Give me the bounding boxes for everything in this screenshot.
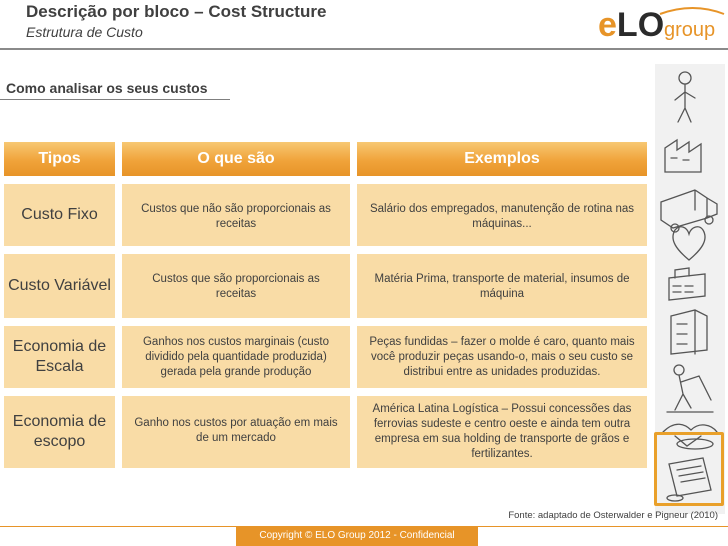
header-tipos: Tipos xyxy=(4,142,115,176)
footer-copyright: Copyright © ELO Group 2012 - Confidencial xyxy=(259,530,455,541)
logo-group: group xyxy=(664,19,716,41)
row-custo-variavel-tipo: Custo Variável xyxy=(4,254,115,318)
source-note: Fonte: adaptado de Osterwalder e Pigneur (2010) xyxy=(508,510,718,521)
row-economia-escala-tipo: Economia de Escala xyxy=(4,326,115,388)
row-economia-escala-descricao: Ganhos nos custos marginais (custo dividido pela quantidade produzida) gerada pela grande produção xyxy=(122,326,350,388)
row-custo-fixo-tipo: Custo Fixo xyxy=(4,184,115,246)
row-custo-fixo-descricao: Custos que não são proporcionais as receitas xyxy=(122,184,350,246)
elo-group-logo xyxy=(598,6,726,44)
footer xyxy=(0,526,728,546)
row-custo-variavel-exemplo: Matéria Prima, transporte de material, insumos de máquina xyxy=(357,254,647,318)
svg-text:eLO xyxy=(598,6,664,44)
header-exemplos: Exemplos xyxy=(357,142,647,176)
logo-lo: LO xyxy=(616,6,665,44)
row-economia-escopo-exemplo: América Latina Logística – Possui concessões das ferrovias sudeste e centro oeste e ainda tem outra empresa em sua holding de transporte de grãos e fertilizantes. xyxy=(357,396,647,468)
slide-title: Descrição por bloco – Cost Structure xyxy=(26,2,327,21)
highlighted-icon-frame xyxy=(654,432,724,506)
logo-e: e xyxy=(598,6,617,44)
row-economia-escopo-tipo: Economia de escopo xyxy=(4,396,115,468)
section-label: Como analisar os seus custos xyxy=(6,80,208,96)
row-custo-fixo-exemplo: Salário dos empregados, manutenção de rotina nas máquinas... xyxy=(357,184,647,246)
slide-subtitle: Estrutura de Custo xyxy=(26,24,143,40)
header-o-que-sao: O que são xyxy=(122,142,350,176)
row-economia-escopo-descricao: Ganho nos custos por atuação em mais de um mercado xyxy=(122,396,350,468)
section-rule xyxy=(0,99,230,100)
row-economia-escala-exemplo: Peças fundidas – fazer o molde é caro, quanto mais você produzir peças usando-o, mais o seu custo se distribui entre as unidades produzidas. xyxy=(357,326,647,388)
header-rule xyxy=(0,48,728,50)
row-custo-variavel-descricao: Custos que são proporcionais as receitas xyxy=(122,254,350,318)
